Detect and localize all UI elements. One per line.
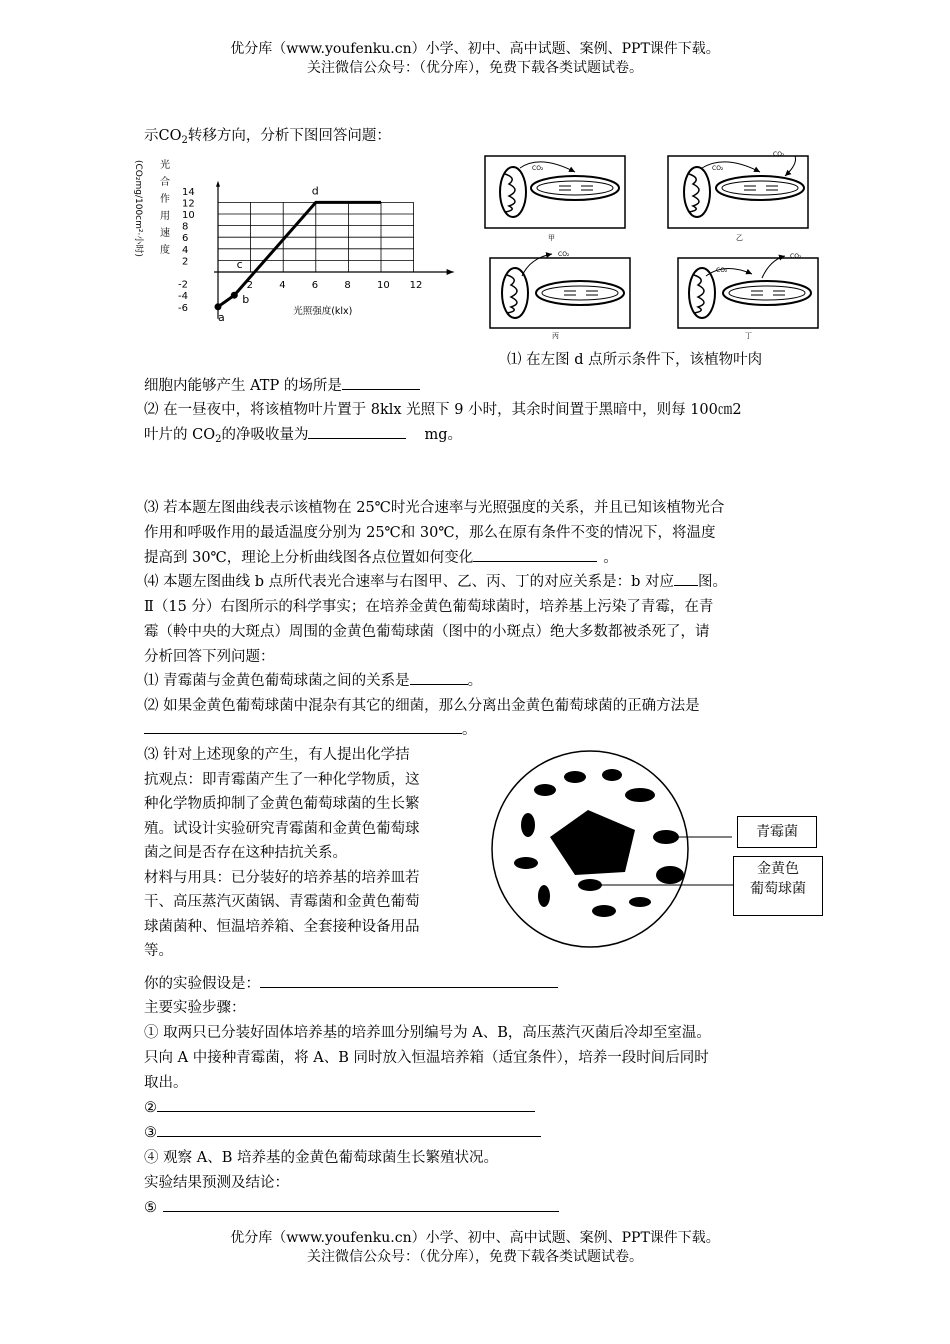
co2-label: CO₂ (558, 251, 570, 258)
y-axis-label-char: 光 (160, 160, 170, 171)
y-tick-label: 14 (182, 186, 195, 198)
part2-q2-end: 。 (462, 722, 477, 738)
header-line-2: 关注微信公众号：（优分库），免费下载各类试题试卷。 (307, 60, 643, 76)
label-penicillium: 青霉菌 (737, 816, 817, 848)
y-tick-label: 8 (182, 221, 189, 233)
q4-text: ⑷ 本题左图曲线 b 点所代表光合速率与右图甲、乙、丙、丁的对应关系是：b 对应 (144, 574, 674, 590)
co2-label: CO₂ (712, 165, 724, 172)
intro-text (144, 124, 391, 153)
y-tick-label: 4 (182, 244, 189, 256)
intro-prefix: 示CO (144, 128, 182, 144)
hypothesis (144, 972, 558, 996)
q2-pre: 叶片的 CO (144, 427, 216, 443)
y-axis-label-char: 用 (160, 211, 170, 222)
point-label: c (236, 258, 243, 271)
y-tick-label: 12 (182, 198, 195, 210)
x-tick-label: 4 (279, 280, 286, 291)
q2-line-b (144, 423, 462, 452)
x-axis-label: 光照强度(klx) (293, 306, 353, 317)
step3-num: ③ (144, 1125, 157, 1141)
answer-blank[interactable] (674, 570, 698, 586)
photosynthesis-chart (120, 150, 480, 360)
q1-text: 细胞内能够产生 ATP 的场所是 (144, 378, 342, 394)
cell-label-yi: 乙 (736, 234, 743, 242)
part2-q3-line: 殖。试设计实验研究青霉菌和金黄色葡萄球 (144, 820, 420, 837)
y-tick-label: -2 (178, 279, 188, 291)
step2 (144, 1096, 535, 1120)
answer-blank[interactable] (473, 546, 597, 562)
label-staphylococcus (733, 856, 823, 916)
answer-blank[interactable] (342, 374, 420, 390)
q3-line-c (144, 546, 618, 570)
cell-bing (490, 251, 630, 340)
co2-label: CO₂ (790, 253, 802, 260)
cell-label-ding: 丁 (745, 332, 752, 340)
q2-post: 的净吸收量为 (221, 427, 309, 443)
step3 (144, 1121, 541, 1145)
part2-q1-text: ⑴ 青霉菌与金黄色葡萄球菌之间的关系是 (144, 673, 410, 689)
step1-line-c: 取出。 (144, 1075, 188, 1091)
y-axis-label-char: 度 (160, 245, 170, 256)
part2-line-a: Ⅱ（15 分）右图所示的科学事实；在培养金黄色葡萄球菌时，培养基上污染了青霉，在青 (144, 599, 714, 615)
data-point (231, 292, 238, 299)
cell-diagrams (480, 148, 830, 343)
y-tick-label: -6 (178, 302, 188, 314)
step1-line-b: 只向 A 中接种青霉菌，将 A、B 同时放入恒温培养箱（适宜条件），培养一段时间后同时 (144, 1050, 709, 1066)
intro-sub: 2 (181, 135, 188, 146)
part2-q3-line: 干、高压蒸汽灭菌锅、青霉菌和金黄色葡萄 (144, 894, 420, 910)
footer-line-1: 优分库（www.youfenku.cn）小学、初中、高中试题、案例、PPT课件下载。 (230, 1230, 720, 1246)
q3-line-b: 作用和呼吸作用的最适温度分别为 25℃和 30℃，那么在原有条件不变的情况下，将温度 (144, 525, 716, 541)
cell-label-jia: 甲 (548, 234, 555, 242)
y-tick-label: 2 (182, 256, 189, 268)
x-tick-label: 12 (409, 280, 423, 291)
step5-num: ⑤ (144, 1200, 157, 1216)
point-label: d (311, 184, 319, 198)
answer-blank[interactable] (144, 718, 462, 734)
y-tick-label: -4 (178, 291, 188, 303)
q4-line (144, 570, 727, 594)
co2-label: CO₂ (716, 267, 728, 274)
result-title: 实验结果预测及结论： (144, 1175, 289, 1191)
y-tick-label: 10 (182, 210, 195, 221)
point-label: a (218, 310, 225, 324)
part2-q3-line: 等。 (144, 943, 173, 959)
answer-blank[interactable] (260, 972, 558, 988)
data-series-line (218, 202, 381, 306)
y-tick-label: 6 (182, 233, 189, 245)
label-staph-line2: 葡萄球菌 (750, 881, 806, 897)
q2-unit: mg。 (424, 427, 463, 443)
step2-num: ② (144, 1100, 157, 1116)
cell-ding (678, 253, 818, 340)
label-staph-line1: 金黄色 (757, 861, 799, 877)
part2-line-c: 分析回答下列问题： (144, 649, 275, 665)
x-tick-label: 10 (377, 280, 390, 291)
q3-end: 。 (603, 550, 618, 566)
intro-suffix: 转移方向，分析下图回答问题： (187, 128, 391, 144)
y-axis-label-char: 速 (160, 228, 170, 239)
cell-jia (485, 156, 625, 242)
part2-q3-line: 材料与用具：已分装好的培养基的培养皿若 (144, 869, 420, 886)
part2-q3-line: ⑶ 针对上述现象的产生，有人提出化学拮 (144, 747, 410, 763)
x-tick-label: 2 (246, 280, 253, 291)
y-axis-arrow (216, 181, 220, 187)
cell-yi (668, 151, 808, 242)
footer-line-2: 关注微信公众号：（优分库），免费下载各类试题试卷。 (307, 1249, 643, 1265)
answer-blank[interactable] (157, 1121, 541, 1137)
q1-line-a: ⑴ 在左图 d 点所示条件下，该植物叶肉 (507, 352, 763, 368)
part2-q3-block (144, 743, 420, 964)
petri-dish-figure (490, 745, 830, 960)
answer-blank[interactable] (157, 1096, 535, 1112)
answer-blank[interactable] (163, 1196, 559, 1212)
answer-blank[interactable] (410, 669, 468, 685)
part2-q3-line: 球菌菌种、恒温培养箱、全套接种设备用品 (144, 918, 420, 935)
data-point (215, 303, 222, 310)
co2-label: CO₂ (532, 165, 544, 172)
part2-q1 (144, 669, 482, 693)
step1-line-a: ① 取两只已分装好固体培养基的培养皿分别编号为 A、B，高压蒸汽灭菌后冷却至室温。 (144, 1025, 711, 1041)
part2-q2: ⑵ 如果金黄色葡萄球菌中混杂有其它的细菌，那么分离出金黄色葡萄球菌的正确方法是 (144, 698, 700, 714)
q4-end: 图。 (698, 574, 727, 590)
part2-q3-line: 菌之间是否存在这种拮抗关系。 (144, 845, 347, 861)
cell-label-bing: 丙 (552, 332, 559, 340)
y-axis-label-char: 作 (160, 194, 170, 205)
steps-title: 主要实验步骤： (144, 1000, 246, 1016)
q2-line-a: ⑵ 在一昼夜中，将该植物叶片置于 8klx 光照下 9 小时，其余时间置于黑暗中，则每 100㎝2 (144, 402, 742, 418)
q3-line-a: ⑶ 若本题左图曲线表示该植物在 25℃时光合速率与光照强度的关系，并且已知该植物光合 (144, 500, 725, 516)
x-tick-label: 6 (311, 280, 319, 291)
point-label: b (242, 293, 250, 307)
step4: ④ 观察 A、B 培养基的金黄色葡萄球菌生长繁殖状况。 (144, 1150, 498, 1166)
part2-q3-line: 种化学物质抑制了金黄色葡萄球菌的生长繁 (144, 796, 420, 812)
part2-q3-line: 抗观点：即青霉菌产生了一种化学物质，这 (144, 771, 420, 788)
y-axis-label-char: 合 (160, 177, 170, 188)
part2-q1-end: 。 (467, 673, 483, 689)
q2-sub: 2 (215, 434, 222, 445)
q1-line-b (144, 374, 420, 398)
part2-line-b: 霉（軨中央的大斑点）周围的金黄色葡萄球菌（图中的小斑点）绝大多数都被杀死了，请 (144, 624, 710, 640)
part2-q2-blank-line (144, 718, 477, 742)
x-tick-label: 8 (344, 280, 351, 291)
x-axis-arrow (447, 269, 454, 275)
hypothesis-label: 你的实验假设是： (144, 976, 260, 992)
co2-label: CO₂ (773, 151, 785, 158)
header-line-1: 优分库（www.youfenku.cn）小学、初中、高中试题、案例、PPT课件下载。 (230, 41, 720, 57)
answer-blank[interactable] (308, 423, 406, 439)
q3-text: 提高到 30℃，理论上分析曲线图各点位置如何变化 (144, 550, 474, 566)
step5 (144, 1196, 559, 1220)
y-axis-unit: (CO₂mg/100cm²·小时) (133, 160, 143, 257)
penicillium-colony (550, 810, 635, 875)
